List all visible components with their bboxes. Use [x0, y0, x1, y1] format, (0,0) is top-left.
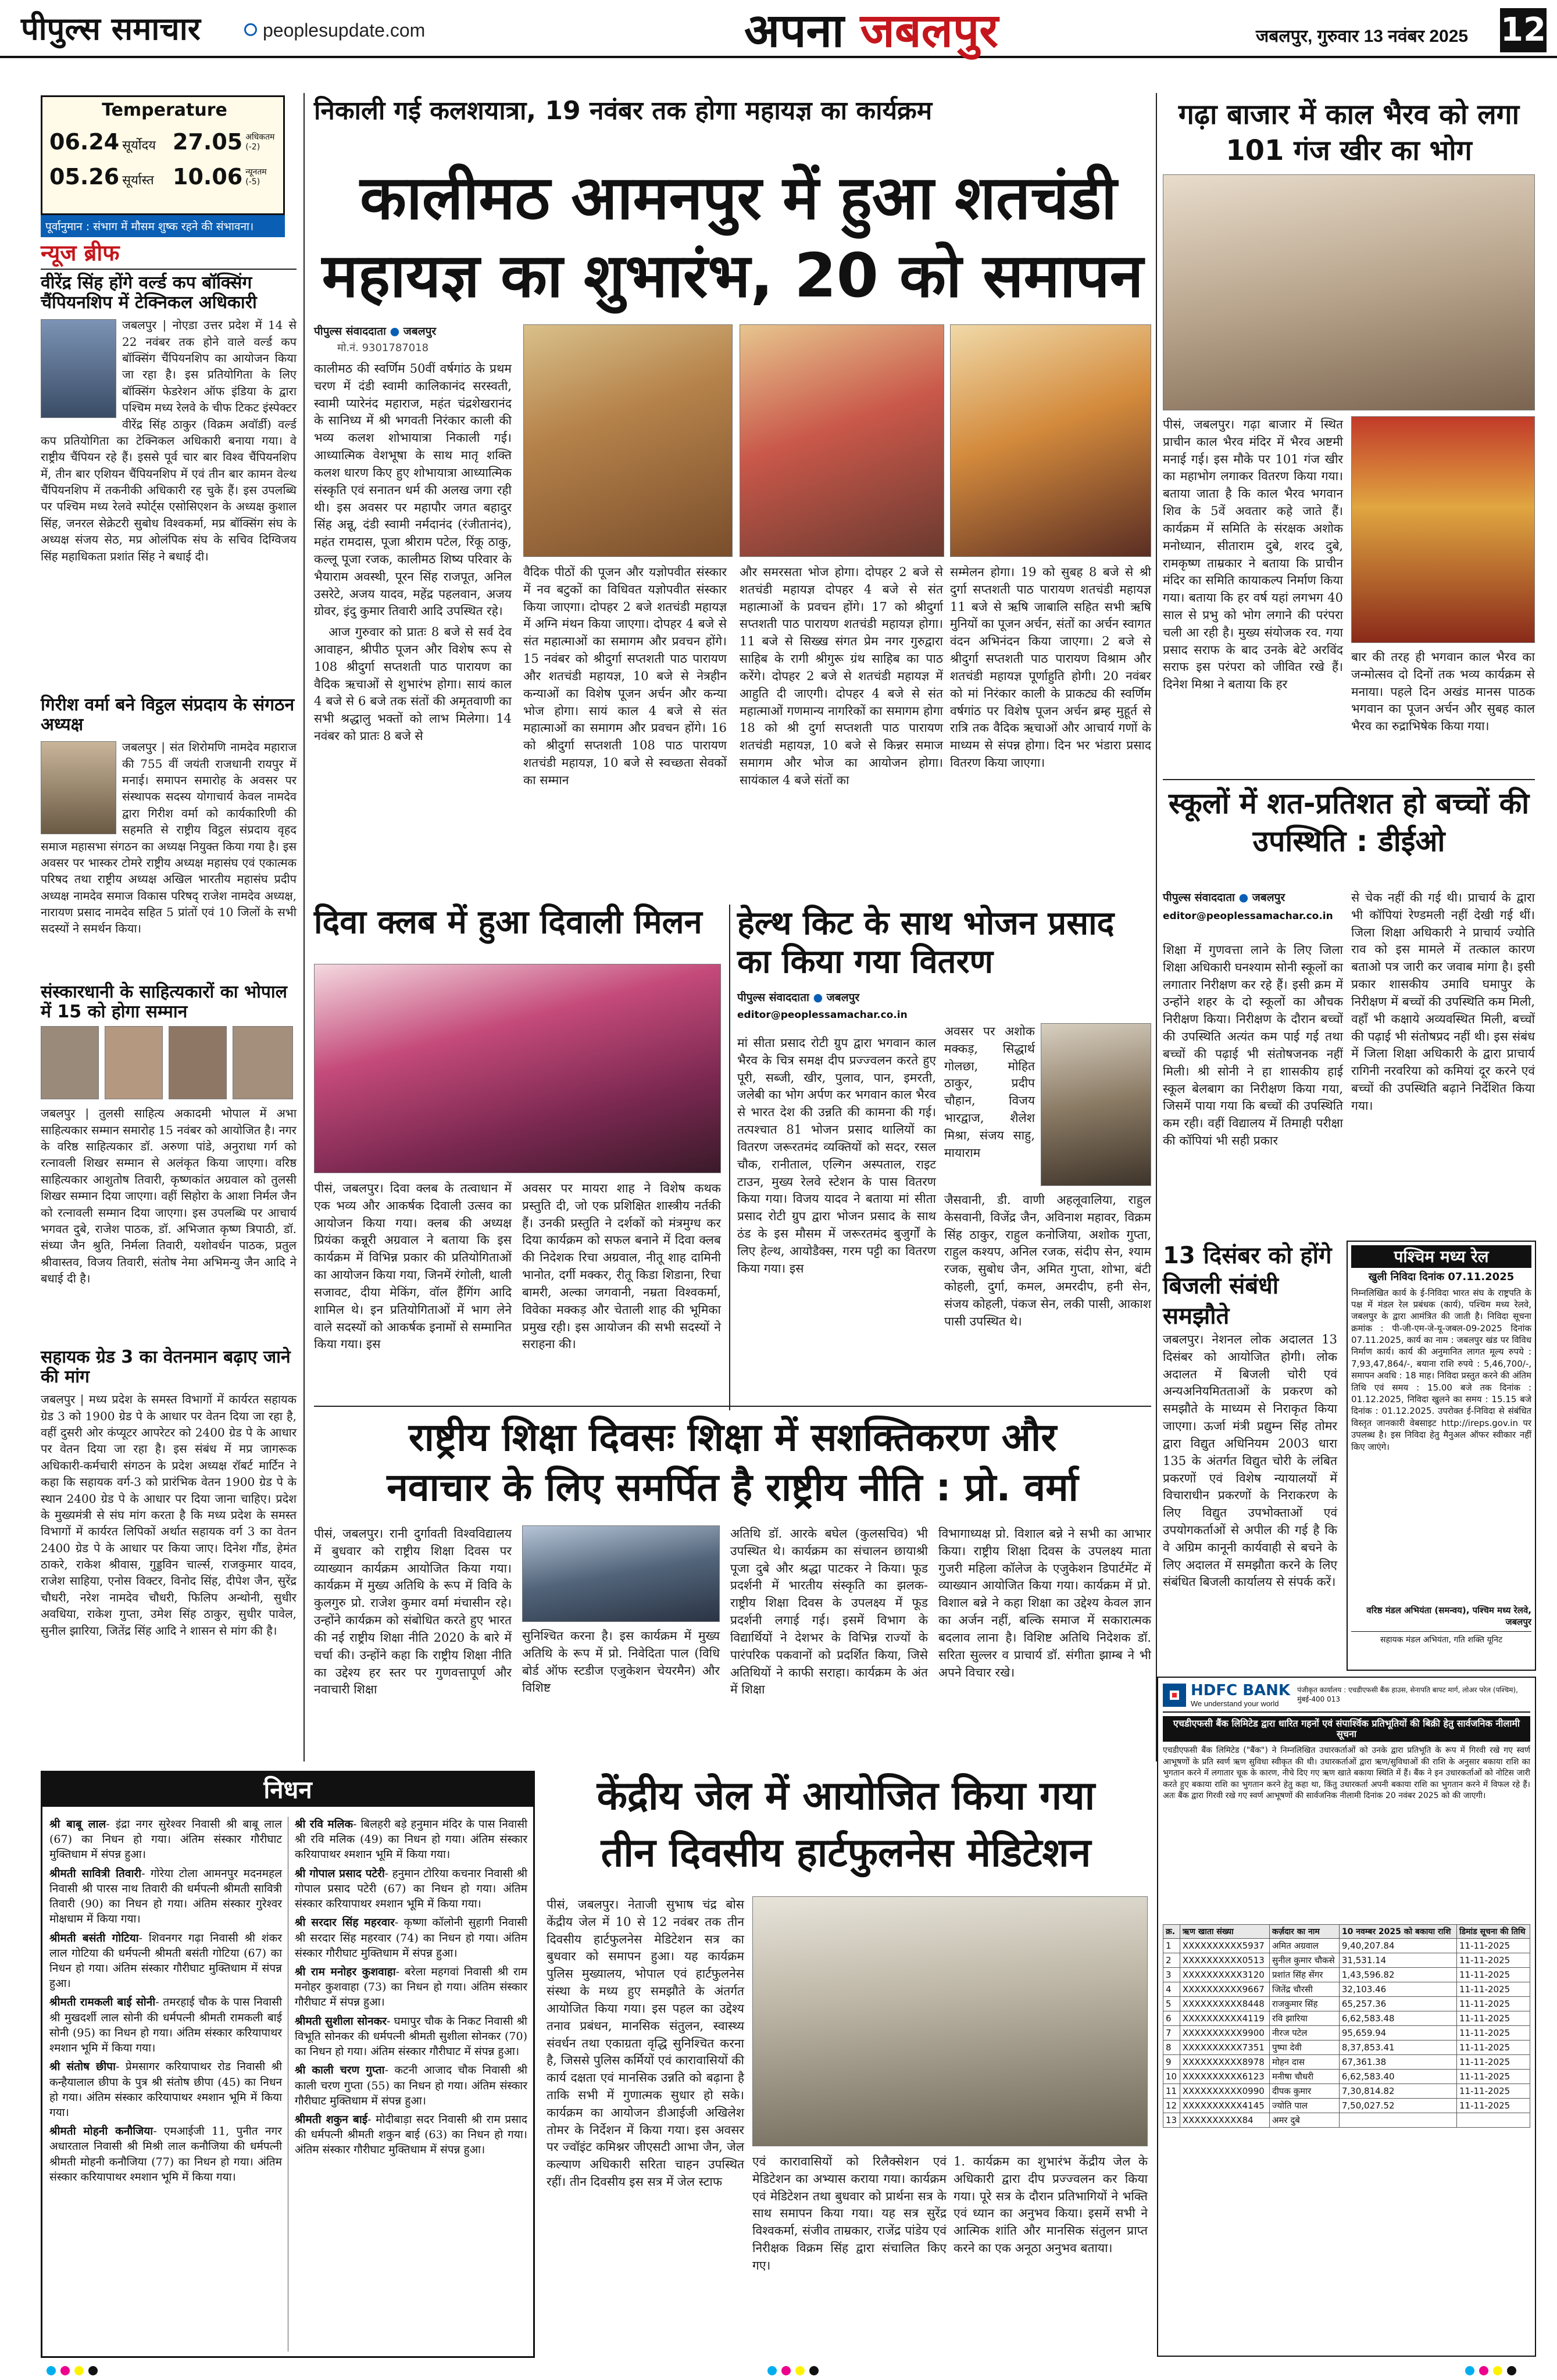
- school-col-2: से चेक नहीं की गई थी। प्राचार्य के द्वारा भी कॉपियां रेण्डमली नहीं देखी गई थीं। जिला शिक्षा अधिकारी ने प्राचार्य ज्योति राव को इस मामले में तत्काल कारण बताओ पत्र जारी कर जवाब मांगा है। इसी प्रकार शासकीय उमावि घमापुर के निरीक्षण में बच्चों की उपस्थिति कम मिली, वहाँ भी कक्षाये अव्यवस्थित मिली, बच्चों की पढ़ाई भी संतोषप्रद नहीं थी। इस संबंध में जिला शिक्षा अधिकारी के द्वारा प्राचार्य रागिनी नरवरिया को कमियां दूर करने एवं बच्चों की उपस्थिति बढ़ाने निर्देशित किया गया।: [1351, 891, 1535, 1113]
- obituary-text: - तमरहाई चौक के पास निवासी श्री मुखदर्शी लाल सोनी की धर्मपत्नी श्रीमती रामकली बाई सोनी (95) का निधन हो गया। अंतिम संस्कार करियापाथर श्मशान भूमि में किया गया।: [49, 1996, 282, 2055]
- author-photo: [41, 1026, 99, 1099]
- loan-table-cell: नीरज पटेल: [1269, 2025, 1339, 2040]
- right-column-rule: [1156, 93, 1157, 1761]
- sunset-row: [49, 165, 154, 190]
- loan-table-cell: 11-11-2025: [1457, 1982, 1530, 1996]
- loan-table-cell: राजकुमार सिंह: [1269, 1996, 1339, 2011]
- loan-table-cell: 11-11-2025: [1457, 2040, 1530, 2054]
- news-brief-header: न्यूज ब्रीफ: [41, 240, 120, 266]
- byline-dot: ●: [390, 325, 400, 338]
- weather-title: Temperature: [102, 100, 227, 120]
- loan-table-cell: 3: [1163, 1967, 1180, 1982]
- sunset-label: सूर्यास्त: [122, 173, 154, 188]
- author-photo: [169, 1026, 227, 1099]
- bhairav-body: पीसं, जबलपुर। गढ़ा बाजार में स्थित प्राचीन काल भैरव मंदिर में भैरव अष्टमी मनाई गई। इस मौके पर 101 गंज खीर का महाभोग लगाकर वितरण किया गया। बताया जाता है कि काल भैरव भगवान शिव के 5वें अवतार कहे जाते हैं। कार्यक्रम में समिति के संरक्षक अशोक मनोध्यान, सीताराम दुबे, शरद दुबे, रामकृष्ण ताम्रकार ने बताया कि प्राचीन मंदिर का समिति कायाकल्प निर्माण किया गया। बताया कि हर वर्ष यहां लगभग 40 साल से प्रभु को भोग लगाने की परंपरा चली आ रही है। मुख्य संयोजक रव. गया प्रसाद सराफ के बाद उनके बेटे अरविंद सराफ इस परंपरा को जीवित रखे हैं। दिनेश मिश्रा ने बताया कि हर: [1163, 417, 1343, 692]
- brief-headline: सहायक ग्रेड 3 का वेतनमान बढ़ाए जाने की मांग: [41, 1347, 291, 1387]
- mid-rule: [729, 905, 730, 1410]
- byline-city: जबलपुर: [403, 325, 437, 338]
- deceased-name: श्री बाबू लाल: [49, 1818, 106, 1831]
- dateline: जबलपुर, गुरुवार 13 नवंबर 2025: [1256, 27, 1469, 46]
- left-column-rule: [303, 93, 305, 1761]
- loan-table-cell: 2: [1163, 1953, 1180, 1967]
- obituary-entry: [295, 2112, 527, 2158]
- obituary-header: निधन: [42, 1773, 533, 1807]
- obituary-col-1: [49, 1817, 282, 2352]
- lead-col-1-p1: कालीमठ की स्वर्णिम 50वीं वर्षगांठ के प्रथम चरण में दंडी स्वामी कालिकानंद सरस्वती, स्वामी प्यारेनंद महाराज, महंत चंद्रशेखरानंद के सानिध्य में श्री भगवती निरंकार काली की भव्य कलश शोभायात्रा निकाली गई। आध्यात्मिक वेशभूषा के साथ मातृ शक्ति कलश धारण किए हुए शोभायात्रा आध्यात्मिक संस्कृति एवं सनातन धर्म की अलख जगा रही थी। इस अवसर पर महापौर जगत बहादुर सिंह अन्नू, दंडी स्वामी नर्मदानंद (रंजीतानंद), महंत रामदास, पूजा श्रीराम पटेल, रिंकू ठाकु, कल्लू पूजा रजक, कालीमठ शिष्य परिवार के भैयाराम अवस्थी, पूरन सिंह राजपूत, अनिल उसरेटे, अजय यादव, महेंद्र पहलवान, अजय ग्रोवर, इंदु कुमार तिवारी आदि उपस्थित रहे।: [314, 362, 512, 619]
- print-registration-marks: [0, 2364, 1557, 2378]
- col-header: क्र.: [1163, 1924, 1180, 1938]
- tender-body: निम्नलिखित कार्य के ई-निविदा भारत संघ के राष्ट्रपति के पक्ष में मंडल रेल प्रबंधक (कार्य), पश्चिम मध्य रेलवे, जबलपुर के द्वारा आमंत्रित की जाती है। निविदा सूचना क्रमांक : पी-जी-एम-जे-यू-जबल-09-2025 दिनांक 07.11.2025, कार्य का नाम : जबलपुर खंड पर विविध निर्माण कार्य। कार्य की अनुमानित लागत मूल्य रुपये : 7,93,47,864/-, बयाना राशि रुपये : 5,46,700/-, समापन अवधि : 18 माह। निविदा प्रस्तुत करने की अंतिम तिथि एवं समय : 15.00 बजे तक दिनांक : 01.12.2025, निविदा खुलने का समय : 15.15 बजे दिनांक : 01.12.2025. उपरोक्त ई-निविदा से संबंधित विस्तृत जानकारी वेबसाइट http://ireps.gov.in पर उपलब्ध है। इस निविदा हेतु मैनुअल ऑफर स्वीकार नहीं किए जाएंगे।: [1351, 1287, 1531, 1452]
- max-temp-row: [173, 130, 280, 155]
- loan-table-cell: 11-11-2025: [1457, 2025, 1530, 2040]
- lok-adalat-body: जबलपुर। नेशनल लोक अदालत 13 दिसंबर को आयोजित होगी। लोक अदालत में बिजली चोरी एवं अन्यअनियमितताओं के प्रकरण को समझौते के माध्यम से निराकृत किया जाएगा। ऊर्जा मंत्री प्रद्युम्न सिंह तोमर द्वारा विद्युत अधिनियम 2003 धारा 135 के अंतर्गत विद्युत चोरी के लंबित प्रकरणों एवं विशेष न्यायालयों में विचाराधीन प्रकरणों के निराकरण के लिए विद्युत उपभोक्ताओं एवं उपयोगकर्ताओं से अपील की गई है कि वे अग्रिम कानूनी कार्यवाही से बचने के लिए अदालत में समझौता करने के लिए संबंधित बिजली कार्यालय से संपर्क करें।: [1163, 1332, 1337, 1589]
- loan-table-cell: 9,40,207.84: [1339, 1938, 1456, 1953]
- health-col-1: मां सीता प्रसाद रोटी ग्रुप द्वारा भगवान काल भैरव के चित्र समक्ष दीप प्रज्ज्वलन करते हुए पूरी, सब्जी, खीर, पुलाव, पान, इमरती, जलेबी का भोग अर्पण कर भगवान काल भैरव से भारत देश की उन्नति की कामना की गई। तत्पश्चात 81 भोजन प्रसाद थालियों का वितरण जरूरतमंद व्यक्तियों को सदर, रसल चौक, रानीताल, एल्गिन अस्पताल, राइट टाउन, मुख्य रेलवे स्टेशन के पास वितरण किया गया। विजय यादव ने बताया मां सीता प्रसाद रोटी ग्रुप द्वारा भोजन प्रसाद के साथ ठंड के इस मौसम में जरूरतमंद बुजुर्गों के लिए हेल्थ, आयोडैक्स, गरम पट्टी का वितरण किया गया। इस: [737, 1036, 936, 1275]
- lok-adalat-headline: 13 दिसंबर को होंगे बिजली संबंधी समझौते: [1163, 1242, 1332, 1330]
- loan-table-cell: 9: [1163, 2054, 1180, 2069]
- school-headline: स्कूलों में शत-प्रतिशत हो बच्चों की उपस्थिति : डीईओ: [1168, 787, 1530, 858]
- section-title: [744, 5, 998, 57]
- bhairav-body-right: बार की तरह ही भगवान काल भैरव का जन्मोत्सव दो दिनों तक भव्य कार्यक्रम से मनाया। पहले दिन अखंड मानस पाठक भगवान का पूजन अर्चन और सुबह काल भैरव का रुद्राभिषेक किया गया।: [1351, 650, 1535, 734]
- col-header: कर्ज़दार का नाम: [1269, 1924, 1339, 1938]
- byline-source: पीपुल्स संवाददाता: [314, 325, 386, 338]
- loan-table-cell: 6: [1163, 2011, 1180, 2025]
- health-headline: हेल्थ किट के साथ भोजन प्रसाद का किया गया वितरण: [737, 905, 1115, 981]
- education-col-2: सुनिश्चित करना है। इस कार्यक्रम में मुख्य अतिथि के रूप में प्रो. निवेदिता पाल (विधि बोर्ड ऑफ स्टडीज एजुकेशन चेयरमैन) और विशिष्ट: [522, 1629, 720, 1695]
- loan-table-cell: जितेंद्र चौरसी: [1269, 1982, 1339, 1996]
- education-col-4: विभागाध्यक्ष प्रो. विशाल बन्ने ने सभी का आभार किया। राष्ट्रीय शिक्षा दिवस के उपलक्ष्य माता गुजरी महिला कॉलेज के एजुकेशन डिपार्टमेंट में व्याख्यान आयोजित किया गया। कार्यक्रम में प्रो. विशाल बन्ने ने कहा शिक्षा का उद्देश्य केवल ज्ञान का अर्जन नहीं, बल्कि समाज में सकारात्मक बदलाव लाना है। विशिष्ट अतिथि निदेशक डॉ. सरिता सुल्लर व प्राचार्य डॉ. संगीता झाम्ब ने भी अपने विचार रखे।: [938, 1527, 1151, 1679]
- deceased-name: श्रीमती बसंती गोटिया: [49, 1931, 139, 1945]
- byline-city: जबलपुर: [1252, 891, 1285, 904]
- loan-table-cell: XXXXXXXXXX0513: [1180, 1953, 1269, 1967]
- loan-table-cell: ज्योति पाल: [1269, 2098, 1339, 2113]
- loan-table-row: [1163, 1982, 1530, 1996]
- health-email: editor@peoplessamachar.co.in: [737, 1009, 908, 1021]
- loan-table-cell: 8: [1163, 2040, 1180, 2054]
- weather-forecast: पूर्वानुमान : संभाग में मौसम शुष्क रहने की संभावना।: [41, 215, 285, 237]
- loan-table-cell: XXXXXXXXXX8978: [1180, 2054, 1269, 2069]
- jail-headline-2: तीन दिवसीय हार्टफुलनेस मेडिटेशन: [601, 1830, 1091, 1876]
- obituary-entry: [295, 2063, 527, 2109]
- deceased-name: श्री संतोष छीपा: [49, 2060, 116, 2074]
- loan-table-cell: [1457, 2113, 1530, 2127]
- school-email: editor@peoplessamachar.co.in: [1163, 910, 1333, 922]
- education-col-1: पीसं, जबलपुर। रानी दुर्गावती विश्वविद्यालय में बुधवार को राष्ट्रीय शिक्षा दिवस पर व्याख्यान कार्यक्रम आयोजित किया गया। कार्यक्रम में मुख्य अतिथि के रूप में विवि के कुलगुरु प्रो. राजेश कुमार वर्मा मंचासीन रहे। उन्होंने कार्यक्रम को संबोधित करते हुए भारत की नई राष्ट्रीय शिक्षा नीति 2020 के बारे में चर्चा की। उन्होंने कहा कि राष्ट्रीय शिक्षा नीति का उद्देश्य हर स्तर पर गुणवत्तापूर्ण और नवाचारी शिक्षा: [314, 1527, 512, 1697]
- brief-headline: वीरेंद्र सिंह होंगे वर्ल्ड कप बॉक्सिंग चैंपियनशिप में टेक्निकल अधिकारी: [41, 273, 257, 313]
- railway-footer: सहायक मंडल अभियंता, गति शक्ति यूनिट: [1351, 1631, 1531, 1645]
- obituary-entry: [49, 1817, 282, 1863]
- loan-table-cell: 11-11-2025: [1457, 1938, 1530, 1953]
- education-rule: [314, 1406, 1151, 1407]
- loan-table-cell: XXXXXXXXXX5937: [1180, 1938, 1269, 1953]
- brief-item-4: [41, 1348, 297, 1639]
- globe-icon: [244, 23, 257, 36]
- obituary-entry: [295, 2014, 527, 2060]
- section-title-a: अपना: [744, 3, 844, 58]
- loan-table-cell: XXXXXXXXXX9667: [1180, 1982, 1269, 1996]
- health-top-right: अवसर पर अशोक मक्कड़, सिद्धार्थ गोलछा, मोहित ठाकुर, प्रदीप चौहान, विजय भारद्वाज, शैलेश मिश्रा, संजय साहु, मायाराम: [944, 1024, 1035, 1160]
- loan-table-header: [1163, 1924, 1530, 1938]
- obituary-entry: [49, 1931, 282, 1992]
- bhairav-headline: गढ़ा बाजार में काल भैरव को लगा 101 गंज खीर का भोग: [1178, 98, 1520, 167]
- loan-table-cell: XXXXXXXXXX4119: [1180, 2011, 1269, 2025]
- loan-table-cell: 10: [1163, 2069, 1180, 2084]
- deceased-name: श्री राम मनोहर कुशवाहा: [295, 1965, 396, 1978]
- kalash-yatra-photo-1: [523, 324, 733, 557]
- jail-col-3: 1. कार्यक्रम का शुभारंभ केंद्रीय जेल के अधिकारी द्वारा दीप प्रज्ज्वलन कर किया गया। पूरे सत्र के दौरान प्रतिभागियों ने भक्ति एवं ध्यान का अनुभव किया। इसमें सभी ने आत्मिक शांति और मानसिक संतुलन प्राप्त करने का एक अनूठा अनुभव बताया।: [954, 2154, 1148, 2256]
- loan-table-row: [1163, 2069, 1530, 2084]
- loan-table-cell: 11-11-2025: [1457, 2084, 1530, 2098]
- hdfc-brand: HDFC BANK: [1191, 1682, 1291, 1699]
- min-temp-label: न्यूनतम (-5): [245, 167, 267, 187]
- loan-table-cell: 4: [1163, 1982, 1180, 1996]
- byline-city: जबलपुर: [826, 991, 860, 1004]
- loan-table-cell: 13: [1163, 2113, 1180, 2127]
- school-rule: [1163, 779, 1535, 780]
- loan-table-row: [1163, 2098, 1530, 2113]
- deceased-name: श्रीमती सुशीला सोनकर: [295, 2014, 387, 2028]
- brief-body: जबलपुर | तुलसी साहित्य अकादमी भोपाल में अभा साहित्यकार सम्मान समारोह 15 नवंबर को आयोजित है। नगर के वरिष्ठ साहित्यकार डॉ. अरुणा पांडे, अनुराधा गर्ग को रत्नावली शिखर सम्मान से अलंकृत किया जाएगा। वरिष्ठ साहित्यकार आशुतोष तिवारी, कृष्णकांत अग्रवाल को तुलसी शिखर सम्मान दिया जाएगा। वहीं सिहोरा के आशा निर्मल जैन को रत्नावली सम्मान दिया जाएगा। इस उपलब्धि पर आचार्य भगवत दुबे, राजेश पाठक, डॉ. अभिजात कृष्ण त्रिपाठी, डॉ. संध्या जैन श्रुति, निर्मला तिवारी, यशोवर्धन पाठक, प्रतुल श्रीवास्तव, विजय तिवारी, संतोष नेमा अभिमन्यु जैन आदि ने बधाई दी है।: [41, 1106, 297, 1286]
- deceased-name: श्री गोपाल प्रसाद पटेरी: [295, 1867, 385, 1880]
- loan-table-cell: 11-11-2025: [1457, 1967, 1530, 1982]
- loan-table-row: [1163, 2054, 1530, 2069]
- min-temp-row: [173, 165, 280, 190]
- paper-name: पीपुल्स समाचार: [21, 10, 201, 47]
- brief-headline: संस्कारधानी के साहित्यकारों का भोपाल में 15 को होगा सम्मान: [41, 982, 288, 1022]
- loan-table-row: [1163, 1967, 1530, 1982]
- website-link[interactable]: peoplesupdate.com: [263, 20, 426, 41]
- lead-col-2: वैदिक पीठों की पूजन और यज्ञोपवीत संस्कार में नव बटुकों का विधिवत यज्ञोपवीत संस्कार किया जाएगा। दोपहर 2 बजे शतचंडी महायज्ञ में अग्नि मंथन किया जाएगा। दोपहर 4 बजे से संत महात्माओं का समागम और प्रवचन होंगे। 15 नवंबर को श्रीदुर्गा सप्तशती पाठ पारायण और शतचंडी महायज्ञ, 10 बजे से नेत्रहीन कन्याओं का विशेष पूजन अर्चन और कन्या भोज होगा। सायं काल 4 बजे से संत महात्माओं का समागम और प्रवचन होंगे। 16 को श्रीदुर्गा सप्तशती 108 पाठ पारायण शतचंडी महायज्ञ, 10 बजे से स्वच्छता सेवकों का सम्मान: [523, 565, 727, 787]
- loan-table-row: [1163, 2025, 1530, 2040]
- loan-table-cell: 11-11-2025: [1457, 2011, 1530, 2025]
- obituary-entry: [295, 1866, 527, 1912]
- hdfc-logo-icon: [1163, 1684, 1186, 1707]
- sunrise-row: [49, 130, 156, 155]
- lead-headline-1: कालीमठ आमनपुर में हुआ शतचंडी: [360, 162, 1117, 233]
- brief-item-1: [41, 273, 297, 564]
- sunset-time: 05.26: [49, 164, 120, 190]
- loan-table-cell: XXXXXXXXXX84: [1180, 2113, 1269, 2127]
- obituary-text: - प्रेमसागर करियापाथर रोड निवासी श्री कन्हैयालाल छीपा के पुत्र श्री संतोष छीपा (45) का निधन हो गया। अंतिम संस्कार करियापाथर श्मशान भूमि में किया गया।: [49, 2060, 282, 2119]
- loan-table-cell: 67,361.38: [1339, 2054, 1456, 2069]
- food-distribution-photo: [1041, 1023, 1151, 1186]
- loan-table-cell: 32,103.46: [1339, 1982, 1456, 1996]
- bhairav-ceremony-photo: [1163, 174, 1535, 410]
- loan-table-cell: 1,43,596.82: [1339, 1967, 1456, 1982]
- deceased-name: श्री रवि मलिक: [295, 1818, 353, 1831]
- hdfc-heading: एचडीएफसी बैंक लिमिटेड द्वारा धारित गहनों एवं संपार्श्विक प्रतिभूतियों की बिक्री हेतु सार्वजनिक नीलामी सूचना: [1163, 1716, 1530, 1742]
- col-header: ऋण खाता संख्या: [1180, 1924, 1269, 1938]
- hdfc-tagline: We understand your world: [1191, 1699, 1279, 1709]
- obituary-entry: [49, 1995, 282, 2056]
- loan-table-row: [1163, 2113, 1530, 2127]
- lead-col-3: और समरसता भोज होगा। दोपहर 2 बजे से शतचंडी महायज्ञ दोपहर 4 बजे से संत महात्माओं के प्रवचन होंगे। 17 को श्रीदुर्गा सप्तशती पाठ पारायण शतचंडी महायज्ञ होगा। 11 बजे से सिख्ख संगत प्रेम नगर गुरुद्वारा साहिब के रागी श्रीगुरू ग्रंथ साहिब का पाठ करेंगे। दोपहर 2 बजे से शतचंडी महायज्ञ में आहुति दी जाएगी। दोपहर 4 बजे से संत महात्माओं गणमान्य नागरिकों का समागम होगा 18 को श्री दुर्गा सप्तशती पाठ पारायण शतचंडी महायज्ञ, 10 बजे से किन्नर समाज समागम और भोज का आयोजन होगा। सायंकाल 4 बजे संतों का: [740, 565, 943, 787]
- lead-col-1-p2: आज गुरुवार को प्रातः 8 बजे से सर्व देव आवाहन, श्रीपीठ पूजन और विशेष रूप से 108 श्रीदुर्गा सप्तशती पाठ पारायण का वैदिक ऋचाओं से शुभारंभ होगा। सायं काल 4 बजे से 6 बजे तक संतों की अमृतवाणी का सभी श्रद्धालु भक्तों को लाभ मिलेगा। 14 नवंबर को प्रातः 8 बजे से: [314, 625, 512, 744]
- diwali-col-1: पीसं, जबलपुर। दिवा क्लब के तत्वाधान में एक भव्य और आकर्षक दिवाली उत्सव का आयोजन किया गया। क्लब की अध्यक्ष प्रियंका कन्नूरी अग्रवाल ने बताया कि इस कार्यक्रम में विभिन्न प्रकार की प्रतियोगिताओं का आयोजन किया गया, जिनमें रंगोली, थाली सजावट, दीया मेकिंग, वॉल हैंगिंग आदि शामिल थे। इन प्रतियोगिताओं में भाग लेने वाले सदस्यों को आकर्षक इनामों से सम्मानित किया गया। इस: [314, 1181, 512, 1352]
- education-headline-1: राष्ट्रीय शिक्षा दिवसः शिक्षा में सशक्तिकरण और: [408, 1415, 1057, 1460]
- loan-table-cell: 7,50,027.52: [1339, 2098, 1456, 2113]
- max-temp-label: अधिकतम (-2): [245, 133, 275, 152]
- loan-table-cell: 6,62,583.40: [1339, 2069, 1456, 2084]
- obituary-entry: [49, 1866, 282, 1927]
- masthead: [0, 0, 1557, 58]
- loan-table-cell: 31,531.14: [1339, 1953, 1456, 1967]
- kalash-yatra-photo-3: [950, 324, 1151, 557]
- hdfc-address: पंजीकृत कार्यालय : एचडीएफसी बैंक हाउस, सेनापति बापट मार्ग, लोअर परेल (पश्चिम), मुंबई-400 013: [1297, 1686, 1518, 1704]
- loan-table-cell: पुष्पा देवी: [1269, 2040, 1339, 2054]
- obituary-entry: [295, 1817, 527, 1863]
- lead-col-1: [314, 360, 512, 895]
- loan-table-cell: 95,659.94: [1339, 2025, 1456, 2040]
- min-temp: 10.06: [173, 164, 243, 190]
- loan-table-cell: XXXXXXXXXX8448: [1180, 1996, 1269, 2011]
- brief-item-2: [41, 695, 297, 937]
- diwali-headline: दिवा क्लब में हुआ दिवाली मिलन: [314, 903, 702, 941]
- obituary-text: - एमआईजी 11, पुनीत नगर अधारताल निवासी श्री मिश्री लाल कनौजिया की धर्मपत्नी श्रीमती मोहनी कनौजिया (77) का निधन हो गया। अंतिम संस्कार करियापाथर श्मशान भूमि में किया गया।: [49, 2125, 282, 2184]
- deceased-name: श्रीमती शकुन बाई: [295, 2113, 368, 2126]
- loan-table-cell: 11: [1163, 2084, 1180, 2098]
- lead-headline-2: महायज्ञ का शुभारंभ, 20 को समापन: [322, 240, 1144, 311]
- railway-title: पश्चिम मध्य रेल: [1351, 1245, 1531, 1268]
- author-photo: [105, 1026, 163, 1099]
- loan-table-cell: 11-11-2025: [1457, 2098, 1530, 2113]
- loan-table-row: [1163, 2011, 1530, 2025]
- bhairav-idol-photo: [1351, 416, 1535, 643]
- obituary-text: - हनुमान टोरिया कचनार निवासी श्री गोपाल प्रसाद पटेरी (67) का निधन हो गया। अंतिम संस्कार करियापाथर श्मशान भूमि में किया गया।: [295, 1867, 527, 1911]
- hdfc-body: एचडीएफसी बैंक लिमिटेड ("बैंक") ने निम्नलिखित उधारकर्ताओं को उनके द्वारा प्रतिभूति के रूप में गिरवी रखे गए स्वर्ण आभूषणों के प्रति स्वर्ण ऋण सुविधा स्वीकृत की थी। उधारकर्ताओं द्वारा ऋण/सुविधाओं की राशि के अनुसार बकाया राशि का भुगतान करने में लगातार चूक के कारण, नीचे दिए गए ऋण खाते बकाया स्थिति में हैं। बैंक ने इन उधारकर्ताओं को नोटिस जारी करते हुए बकाया राशि का भुगतान करने हेतु कहा था, किंतु उधारकर्ता अपनी बकाया राशि का भुगतान करने में विफल रहे हैं। अतः बैंक द्वारा गिरवी रखे गए स्वर्ण आभूषणों की सार्वजनिक नीलामी दिनांक 20 नवंबर 2025 को की जाएगी।: [1163, 1745, 1530, 1801]
- portrait-photo: [41, 741, 116, 834]
- lead-contact: मो.नं. 9301787018: [337, 342, 429, 354]
- loan-table-cell: XXXXXXXXXX9900: [1180, 2025, 1269, 2040]
- loan-table-cell: 8,37,853.41: [1339, 2040, 1456, 2054]
- brief-body: जबलपुर | नोएडा उत्तर प्रदेश में 14 से 22 नवंबर तक होने वाले वर्ल्ड कप बॉक्सिंग चैंपियनशिप का आयोजन किया जा रहा है। इस प्रतियोगिता के लिए बॉक्सिंग फेडरेशन ऑफ इंडिया के द्वारा पश्चिम मध्य रेलवे के चीफ टिकट इंस्पेक्टर वीरेंद्र सिंह ठाकुर (विक्रम अवॉर्डी) वर्ल्ड कप प्रतियोगिता का टेक्निकल अधिकारी बनाया गया। वे राष्ट्रीय चैंपियन रहे हैं। इससे पूर्व चार बार विश्व चैंपियनशिप में, तीन बार एशियन चैंपियनशिप में एवं तीन बार कामन वेल्थ चैंपियनशिप में तकनीकी अधिकारी रह चुके हैं। इस उपलब्धि पर पश्चिम मध्य रेलवे स्पोर्ट्स एसोसिएशन के अध्यक्ष कुशाल सिंह, जनरल सेक्रेटरी सुबोध विश्वकर्मा, मप्र बॉक्सिंग संघ के अध्यक्ष संजय सेठ, मप्र ओलंपिक संघ के सचिव दिग्विजय सिंह महाधिकता प्रशांत सिंह ने बधाई दी।: [41, 318, 297, 563]
- portrait-photo: [41, 319, 116, 418]
- education-stage-photo: [522, 1525, 720, 1622]
- loan-table-cell: प्रशांत सिंह सेंगर: [1269, 1967, 1339, 1982]
- author-photo: [233, 1026, 293, 1099]
- obituary-text: - बरेला महगवां निवासी श्री राम मनोहर कुशवाहा (73) का निधन हो गया। अंतिम संस्कार गौरीघाट में संपन्न हुआ।: [295, 1965, 527, 2009]
- loan-table-cell: दीपक कुमार: [1269, 2084, 1339, 2098]
- obituary-text: - बिलहरी बड़े हनुमान मंदिर के पास निवासी श्री रवि मलिक (49) का निधन हो गया। अंतिम संस्कार करियापाथर श्मशान भूमि में किया गया।: [295, 1818, 527, 1861]
- hdfc-header: [1163, 1682, 1530, 1713]
- col-header: डिमांड सूचना की तिथि: [1457, 1924, 1530, 1938]
- loan-table-cell: 65,257.36: [1339, 1996, 1456, 2011]
- loan-table-cell: 11-11-2025: [1457, 1996, 1530, 2011]
- obituary-col-2: [295, 1817, 527, 2352]
- sunrise-label: सूर्योदय: [122, 138, 156, 153]
- loan-table-row: [1163, 1996, 1530, 2011]
- kalash-yatra-photo-2: [740, 324, 944, 557]
- loan-table-cell: [1339, 2113, 1456, 2127]
- loan-table-row: [1163, 2040, 1530, 2054]
- loan-table-cell: 6,62,583.48: [1339, 2011, 1456, 2025]
- obituary-entry: [49, 2124, 282, 2185]
- max-temp: 27.05: [173, 129, 243, 155]
- loan-table-cell: अमर दुबे: [1269, 2113, 1339, 2127]
- jail-col-1: पीसं, जबलपुर। नेताजी सुभाष चंद्र बोस केंद्रीय जेल में 10 से 12 नवंबर तक तीन दिवसीय हार्टफुलनेस मेडिटेशन सत्र का बुधवार को समापन हुआ। यह कार्यक्रम पुलिस मुख्यालय, भोपाल एवं हार्टफुलनेस संस्था के मध्य हुए समझौते के अंतर्गत आयोजित किया गया। इस पहल का उद्देश्य तनाव प्रबंधन, मानसिक संतुलन, स्वास्थ्य संवर्धन तथा एकाग्रता वृद्धि सुनिश्चित करना है, जिससे पुलिस कर्मियों एवं कारावासियों की कार्य दक्षता एवं मानसिक उन्नति को बढ़ाना है ताकि सभी में गुणात्मक सुधार हो सके। कार्यक्रम का आयोजन डीआईजी अखिलेश तोमर के निर्देशन में किया गया। इस अवसर पर ज्वॉइंट कमिश्नर जीएसटी आभा जैन, जेल कल्याण अधिकारी सरिता चाहन उपस्थित रहीं। तीन दिवसीय इस सत्र में जेल स्टाफ: [547, 1897, 744, 2189]
- education-headline-2: नवाचार के लिए समर्पित है राष्ट्रीय नीति : प्रो. वर्मा: [387, 1465, 1079, 1510]
- obituary-text: - घमापुर चौक के निकट निवासी श्री विभूति सोनकर की धर्मपत्नी श्रीमती सुशीला सोनकर (70) का निधन हो गया। अंतिम संस्कार गौरीघाट में संपन्न हुआ।: [295, 2014, 527, 2059]
- obituary-entry: [295, 1964, 527, 2010]
- school-col-1: शिक्षा में गुणवत्ता लाने के लिए जिला शिक्षा अधिकारी घनश्याम सोनी स्कूलों का लगातार निरीक्षण कर रहे हैं। इसी क्रम में उन्होंने शहर के दो स्कूलों का औचक निरीक्षण किया। निरीक्षण के दौरान बच्चों की उपस्थिति अत्यंत कम पाई गई तथा बच्चों की पढ़ाई भी संतोषजनक नहीं मिली। श्री सोनी ने हा शासकीय हाई स्कूल बेलबाग का निरीक्षण किया गया, जिसमें पाया गया कि बच्चों की उपस्थिति कम रही। वहीं विद्यालय में तिमाही परीक्षा की कॉपियां भी सही प्रकार: [1163, 943, 1343, 1148]
- tender-heading: खुली निविदा दिनांक 07.11.2025: [1368, 1271, 1515, 1284]
- lead-col-4: सम्मेलन होगा। 19 को सुबह 8 बजे से श्री दुर्गा सप्तशती पाठ पारायण शतचंडी महायज्ञ 11 बजे से ऋषि जाबालि सहित सभी ऋषि मुनियों का पूजन अर्चन, संतों का अर्चन स्वागत वंदन अभिनंदन किया जाएगा। 2 बजे से श्रीदुर्गा सप्तशती पाठ पारायण विश्राम और शतचंडी महायज्ञ पूर्णाहुति होगी। 20 नवंबर को मां निरंकार काली के प्राकट्य की स्वर्णिम वर्षगांठ पर विशेष पूजन अर्चन ब्रम्ह मुहूर्त से रात्रि तक वैदिक ऋचाओं और आचार्य गणों के माध्यम से संपन्न होगा। दिन भर भंडारा प्रसाद वितरण किया जाएगा।: [950, 565, 1151, 770]
- loan-table-cell: XXXXXXXXXX7351: [1180, 2040, 1269, 2054]
- obituary-text: - गोरेया टोला आमनपुर मदनमहल निवासी श्री पारस नाथ तिवारी की धर्मपत्नी श्रीमती सावित्री तिवारी (90) का निधन हो गया। अंतिम संस्कार गुरेश्वर मोक्षधाम में किया गया।: [49, 1867, 282, 1926]
- railway-signoff: वरिष्ठ मंडल अभियंता (समन्वय), पश्चिम मध्य रेलवे, जबलपुर: [1366, 1604, 1531, 1627]
- loan-table-cell: 11-11-2025: [1457, 1953, 1530, 1967]
- deceased-name: श्री काली चरण गुप्ता: [295, 2064, 385, 2077]
- deceased-name: श्री सरदार सिंह महरवार: [295, 1916, 395, 1929]
- loan-table-cell: मनीषा चौधरी: [1269, 2069, 1339, 2084]
- loan-table-cell: 12: [1163, 2098, 1180, 2113]
- sunrise-time: 06.24: [49, 129, 120, 155]
- page-number: 12: [1500, 8, 1547, 52]
- loan-table-cell: 5: [1163, 1996, 1180, 2011]
- deceased-name: श्रीमती मोहनी कनौजिया: [49, 2125, 153, 2138]
- diwali-col-2: अवसर पर मायरा शाह ने विशेष कथक प्रस्तुति दी, जो एक प्रशिक्षित शास्त्रीय नर्तकी हैं। उनकी प्रस्तुति ने दर्शकों को मंत्रमुग्ध कर दिया कार्यक्रम को सफल बनाने में दिवा क्लब की निदेशक रिचा अग्रवाल, नीतू शाह दामिनी भानोत, दर्गी मक्कर, रीतू किडा शिडाना, रिचा बामरी, अल्का जगवानी, नम्रता विश्वकर्मा, विवेका मक्कड़ और चेताली शाह की भूमिका प्रमुख रही। इस आयोजन की सभी सदस्यों ने सराहना की।: [522, 1181, 721, 1352]
- byline-source: पीपुल्स संवाददाता: [1163, 891, 1235, 904]
- loan-table-cell: XXXXXXXXXX6123: [1180, 2069, 1269, 2084]
- loan-table-cell: 11-11-2025: [1457, 2054, 1530, 2069]
- hdfc-notice: [1157, 1677, 1536, 2357]
- byline-source: पीपुल्स संवाददाता: [737, 991, 809, 1004]
- obituary-box: [41, 1771, 535, 2358]
- obituary-text: - शिवनगर गढ़ा निवासी श्री शंकर लाल गोटिया की धर्मपत्नी श्रीमती बसंती गोटिया (67) का निधन हो गया। अंतिम संस्कार गौरीघाट मुक्तिधाम में संपन्न हुआ।: [49, 1931, 283, 1991]
- loan-table-row: [1163, 1938, 1530, 1953]
- lead-kicker: निकाली गई कलशयात्रा, 19 नवंबर तक होगा महायज्ञ का कार्यक्रम: [314, 96, 933, 126]
- author-photos: [41, 1026, 297, 1102]
- loan-table-row: [1163, 2084, 1530, 2098]
- meditation-session-photo: [752, 1896, 1148, 2146]
- jail-headline-1: केंद्रीय जेल में आयोजित किया गया: [597, 1773, 1095, 1819]
- jail-col-2: एवं कारावासियों को रिलैक्सेशन एवं मेडिटेशन का अभ्यास कराया गया। कार्यक्रम एवं मेडिटेशन तथा बुधवार को प्रार्थना सत्र के साथ समापन किया गया। यह सत्र सुरेंद्र विश्वकर्मा, संजीव ताम्रकार, राजेंद्र पांडेय एवं निरीक्षक विक्रम सिंह द्वारा संचालित किए गए।: [752, 2154, 947, 2272]
- weather-box: [41, 95, 285, 215]
- loan-table-cell: 11-11-2025: [1457, 2069, 1530, 2084]
- byline-dot: ●: [1238, 891, 1249, 904]
- section-title-b: जबलपुर: [860, 3, 998, 58]
- health-byline: [737, 989, 923, 1005]
- diwali-group-photo: [314, 964, 721, 1173]
- health-col-2: जैसवानी, डी. वाणी अहलूवालिया, राहुल केसवानी, विजेंद्र जैन, अविनाश महावर, विक्रम सिंह ठाकुर, राहुल कनोजिया, अशोक गुप्ता, राहुल कश्यप, अनिल रजक, संदीप सेन, श्याम रजक, सुबोध जैन, अमित गुप्ता, शोभा, बंटी कोहली, दुर्गा, कमल, अमरदीप, हनी सेन, संजय कोहली, पंकज सेन, लकी पासी, आकाश पासी उपस्थित थे।: [944, 1193, 1151, 1328]
- brief-item-3: [41, 982, 297, 1287]
- loan-table-cell: अमित अग्रवाल: [1269, 1938, 1339, 1953]
- loan-table-cell: सुनील कुमार चौकसे: [1269, 1953, 1339, 1967]
- brief-body: जबलपुर | संत शिरोमणि नामदेव महाराज की 755 वीं जयंती राजधानी रायपुर में मनाई। समापन समारोह के अवसर पर संस्थापक सदस्य योगाचार्य केवल नामदेव द्वारा गिरीश वर्मा को कार्यकारिणी की सहमति से राष्ट्रीय विट्ठल संप्रदाय वृहद समाज महासभा संगठन का अध्यक्ष नियुक्त किया गया है। इस अवसर पर भास्कर टोमरे राष्ट्रीय अध्यक्ष महासंघ एवं एकात्मक परिषद तथा राष्ट्रीय अध्यक्ष अखिल भारतीय महासंघ प्रदीप अध्यक्ष नामदेव समाज विकास परिषद् राजेश नामदेव अध्यक्ष, नारायण प्रसाद नामदेव सहित 5 प्रांतों एवं 10 जिलों के सभी सदस्यों ने समर्थन किया।: [41, 740, 297, 936]
- deceased-name: श्रीमती रामकली बाई सोनी: [49, 1996, 156, 2009]
- loan-table-cell: 7,30,814.82: [1339, 2084, 1456, 2098]
- railway-ad: [1347, 1241, 1536, 1671]
- brief-rule: [41, 269, 297, 270]
- brief-headline: गिरीश वर्मा बने विट्ठल संप्रदाय के संगठन अध्यक्ष: [41, 695, 295, 735]
- school-byline: [1163, 889, 1349, 905]
- loan-table-cell: XXXXXXXXXX0990: [1180, 2084, 1269, 2098]
- loan-table-cell: XXXXXXXXXX4145: [1180, 2098, 1269, 2113]
- loan-table-cell: 7: [1163, 2025, 1180, 2040]
- obituary-entry: [295, 1915, 527, 1961]
- loan-table-cell: 1: [1163, 1938, 1180, 1953]
- col-header: 10 नवम्बर 2025 को बकाया राशि: [1339, 1924, 1456, 1938]
- obituary-entry: [49, 2059, 282, 2120]
- lead-byline: [314, 323, 500, 338]
- loan-table-cell: XXXXXXXXXX3120: [1180, 1967, 1269, 1982]
- brief-body: जबलपुर | मध्य प्रदेश के समस्त विभागों में कार्यरत सहायक ग्रेड 3 को 1900 ग्रेड पे के आधार पर वेतन दिया जा रहा है, वहीं दुसरी ओर कंप्यूटर आपरेटर को 2400 ग्रेड पे के आधार पर वेतन दिया जा रहा है। इस संबंध में मप्र जागरूक अधिकारी-कर्मचारी संगठन के प्रदेश अध्यक्ष रॉबर्ट मार्टिन ने कहा कि सहायक वर्ग-3 को प्रारंभिक वेतन 1900 ग्रेड पे के स्थान 2400 ग्रेड पे के आधार पर दिया जाना चाहिए। प्रदेश के मुख्यमंत्री से संघ मांग करता है कि मध्य प्रदेश के समस्त विभागों में कार्यरत लिपिकों अर्थात सहायक वर्ग 3 का वेतन 2400 ग्रेड पे के आधार पर किया जाए। दिनेश गौंड, हेमंत ठाकरे, राकेश श्रीवास, गुड्डविन चार्ल्स, राजकुमार यादव, राजेश साहिया, एनोस विक्टर, विनोद सिंह, दीपेश जैन, सुरेंद्र चौधरी, नरेश नामदेव चौधरी, फिलिप अन्थोनी, सुधीर अवधिया, राकेश गुप्ता, उमेश सिंह ठाकुर, सुधीर पावेल, सुनील झारिया, जितेंद्र सिंह आदि ने शासन से मांग की है।: [41, 1392, 297, 1638]
- obituary-text: - कटनी आजाद चौक निवासी श्री काली चरण गुप्ता (55) का निधन हो गया। अंतिम संस्कार गौरीघाट मुक्तिधाम में संपन्न हुआ।: [295, 2064, 527, 2107]
- loan-table-cell: रवि झारिया: [1269, 2011, 1339, 2025]
- education-col-3: अतिथि डॉ. आरके बघेल (कुलसचिव) भी उपस्थित थे। कार्यक्रम का संचालन छायाश्री पूजा दुबे और श्रद्धा पाटकर ने किया। फूड प्रदर्शनी में भारतीय संस्कृति का झलक- राष्ट्रीय शिक्षा दिवस के उपलक्ष्य में फूड प्रदर्शनी लगाई गई। इसमें विभाग के विद्यार्थियों ने देशभर के विभिन्न राज्यों के पारंपरिक पकवानों को प्रदर्शित किया, जिसे अतिथियों ने काफी सराहा। कार्यक्रम के अंत में शिक्षा: [730, 1527, 928, 1697]
- loan-table-cell: मोहन दास: [1269, 2054, 1339, 2069]
- obituary-text: - मोदीबाड़ा सदर निवासी श्री राम प्रसाद की धर्मपत्नी श्रीमती शकुन बाई (63) का निधन हो गया। अंतिम संस्कार गौरीघाट मुक्तिधाम में संपन्न हुआ।: [295, 2113, 527, 2157]
- obituary-text: - कृष्णा कॉलोनी सुहागी निवासी श्री सरदार सिंह महरवार (74) का निधन हो गया। अंतिम संस्कार गौरीघाट मुक्तिधाम में संपन्न हुआ।: [295, 1916, 527, 1960]
- loan-table: [1163, 1924, 1530, 2128]
- obituary-text: - इंद्रा नगर सुरेश्वर निवासी श्री बाबू लाल (67) का निधन हो गया। अंतिम संस्कार गौरीघाट मुक्तिधाम में संपन्न हुआ।: [49, 1818, 282, 1861]
- loan-table-row: [1163, 1953, 1530, 1967]
- deceased-name: श्रीमती सावित्री तिवारी: [49, 1867, 142, 1880]
- byline-dot: ●: [813, 991, 823, 1004]
